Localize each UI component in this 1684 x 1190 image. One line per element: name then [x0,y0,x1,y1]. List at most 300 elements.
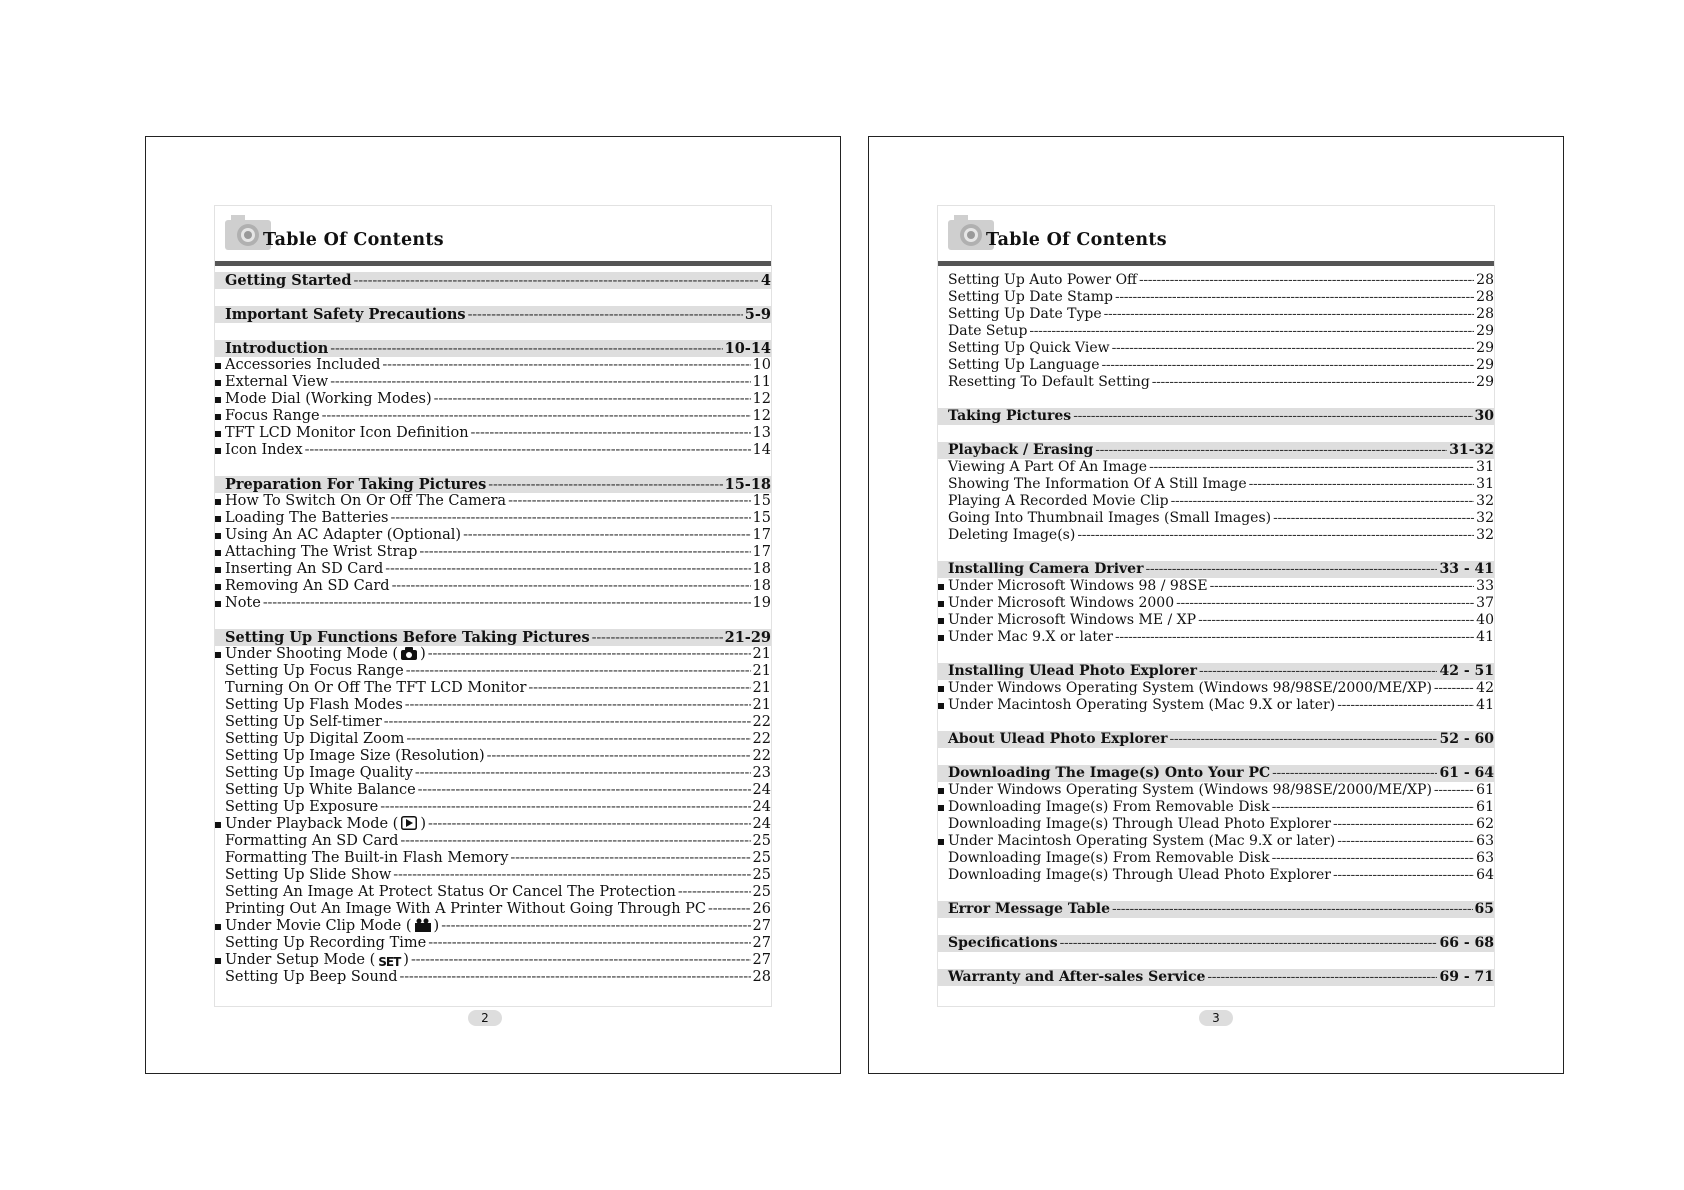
toc-panel-right [937,205,1495,1007]
toc-page-ref: 64 [1476,867,1494,883]
toc-page-ref: 21 [752,680,771,696]
toc-page-ref: 28 [1476,289,1494,305]
toc-page-ref: 32 [1476,510,1494,526]
leader-dots [1029,323,1474,340]
toc-entry-label: Loading The Batteries [225,510,389,526]
toc-entry-label: Date Setup [948,323,1028,339]
toc-section [215,272,771,289]
bullet-icon [215,397,221,403]
bullet-icon [215,958,221,964]
toc-entry-label: Setting Up Self-timer [225,714,382,730]
toc-header [215,206,771,266]
toc-entry [215,663,771,680]
toc-entry [938,867,1494,884]
leader-dots [1249,476,1475,493]
toc-page-ref: 18 [752,578,771,594]
bullet-icon [215,567,221,573]
toc-entry [215,561,771,578]
leader-dots [263,595,751,612]
page-title: Table Of Contents [263,230,444,250]
toc-page-ref: 29 [1476,323,1494,339]
toc-entry-label: Under Shooting Mode ( ) [225,646,426,665]
toc-entry [938,850,1494,867]
toc-entry [938,493,1494,510]
toc-page-ref: 66 - 68 [1439,935,1494,951]
toc-entry-label: External View [225,374,329,390]
leader-dots [1139,272,1474,289]
leader-dots [1170,731,1438,748]
bullet-icon [938,788,944,794]
toc-entry-label: Setting Up Slide Show [225,867,392,883]
toc-page-ref: 33 [1476,578,1494,594]
toc-page-ref: 22 [752,748,771,764]
toc-entry-label: Setting Up Flash Modes [225,697,403,713]
toc-page-ref: 17 [752,527,771,543]
toc-entry-label: Note [225,595,261,611]
toc-page-ref: 24 [752,799,771,815]
toc-page-ref: 42 - 51 [1439,663,1494,679]
toc-page-ref: 28 [1476,306,1494,322]
bullet-icon [215,516,221,522]
toc-page-ref: 18 [752,561,771,577]
bullet-icon [938,635,944,641]
leader-dots [1095,442,1447,459]
leader-dots [1273,510,1474,527]
toc-page-ref: 23 [752,765,771,781]
toc-entry-label: Showing The Information Of A Still Image [948,476,1247,492]
toc-page-ref: 29 [1476,374,1494,390]
bullet-icon [215,822,221,828]
leader-dots [1112,901,1473,918]
toc-entry-label: Under Windows Operating System (Windows 98/98SE/2000/ME/XP) [948,782,1432,798]
leader-dots [1272,850,1475,867]
leader-dots [406,731,750,748]
toc-page-ref: 21 [752,663,771,679]
toc-page-ref: 30 [1474,408,1494,424]
toc-header [938,206,1494,266]
toc-entry-label: Downloading Image(s) From Removable Disk [948,850,1270,866]
toc-panel-left [214,205,772,1007]
toc-page-ref: 19 [752,595,771,611]
toc-page-ref: 12 [752,391,771,407]
leader-dots [399,969,750,986]
toc-entry [938,595,1494,612]
toc-entry-label: Under Movie Clip Mode ( ) [225,918,439,937]
toc-entry-label: Mode Dial (Working Modes) [225,391,432,407]
leader-dots [1145,561,1437,578]
leader-dots [1115,289,1474,306]
toc-page-ref: 26 [752,901,771,917]
toc-page-ref: 69 - 71 [1439,969,1494,985]
toc-page-ref: 62 [1476,816,1494,832]
toc-page-ref: 61 - 64 [1439,765,1494,781]
leader-dots [428,935,750,952]
leader-dots [1333,867,1474,884]
leader-dots [1434,680,1474,697]
bullet-icon [938,601,944,607]
page-number: 3 [1199,1010,1233,1026]
toc-page-ref: 63 [1476,833,1494,849]
toc-entry [215,442,771,459]
leader-dots [400,833,750,850]
toc-section [938,765,1494,782]
leader-dots [330,340,722,358]
leader-dots [1333,816,1474,833]
toc-entry [215,748,771,765]
toc-entry-label: Setting Up Recording Time [225,935,427,951]
toc-entry-label: Getting Started [225,272,352,289]
toc-section [215,629,771,646]
toc-entry-label: Turning On Or Off The TFT LCD Monitor [225,680,527,696]
toc-entry-label: Playing A Recorded Movie Clip [948,493,1169,509]
toc-entry-label: Setting Up Quick View [948,340,1110,356]
toc-page-ref: 22 [752,714,771,730]
toc-page-ref: 24 [752,816,771,832]
toc-page-ref: 4 [760,272,771,289]
toc-section [938,969,1494,986]
toc-section [215,476,771,493]
leader-dots [405,697,751,714]
bullet-icon [215,431,221,437]
toc-section [938,663,1494,680]
toc-entry-label: Important Safety Precautions [225,306,466,323]
toc-entry-label: Accessories Included [225,357,381,373]
leader-dots [428,816,751,833]
toc-entry-label: Setting Up Image Size (Resolution) [225,748,485,764]
toc-page-ref: 25 [752,850,771,866]
toc-entry [215,714,771,731]
toc-entry-label: Specifications [948,935,1058,951]
toc-entry [215,646,771,663]
bullet-icon [938,703,944,709]
toc-page-ref: 11 [752,374,771,390]
toc-entry-label: Formatting An SD Card [225,833,399,849]
toc-entry-label: Attaching The Wrist Strap [225,544,418,560]
toc-entry-label: Viewing A Part Of An Image [948,459,1148,475]
leader-dots [1434,782,1474,799]
leader-dots [463,527,750,544]
toc-entry [215,901,771,918]
toc-entry [938,697,1494,714]
toc-entry [215,391,771,408]
bullet-icon [938,839,944,845]
toc-entry-label: Setting Up Date Stamp [948,289,1113,305]
toc-entry-label: Formatting The Built-in Flash Memory [225,850,509,866]
toc-entry-label: Under Playback Mode ( ) [225,816,426,835]
toc-page-ref: 24 [752,782,771,798]
toc-page-ref: 28 [752,969,771,985]
toc-entry-label: Downloading Image(s) Through Ulead Photo Explorer [948,816,1331,832]
setup-icon: SET [378,955,401,969]
leader-dots [1210,578,1475,595]
bullet-icon [938,686,944,692]
bullet-icon [215,533,221,539]
leader-dots [487,748,751,765]
toc-page-ref: 29 [1476,340,1494,356]
leader-dots [1112,340,1475,357]
toc-page-ref: 42 [1476,680,1494,696]
toc-section [938,935,1494,952]
toc-page-ref: 15 [752,493,771,509]
toc-entry [215,595,771,612]
leader-dots [382,357,750,374]
leader-dots [322,408,751,425]
toc-entry [215,816,771,833]
toc-page-ref: 22 [752,731,771,747]
leader-dots [441,918,750,935]
leader-dots [468,306,743,324]
toc-page-ref: 41 [1476,629,1494,645]
toc-entry [215,578,771,595]
toc-entry [938,289,1494,306]
toc-section [938,901,1494,918]
toc-entry-label: Resetting To Default Setting [948,374,1150,390]
bullet-icon [215,584,221,590]
toc-page-ref: 21 [752,646,771,662]
bullet-icon [215,414,221,420]
leader-dots [418,782,751,799]
toc-page-ref: 61 [1476,782,1494,798]
toc-page-ref: 27 [752,918,771,934]
toc-entry [215,408,771,425]
leader-dots [508,493,750,510]
toc-page-ref: 15 [752,510,771,526]
toc-entry [938,306,1494,323]
leader-dots [678,884,751,901]
toc-entry-label: Setting Up Date Type [948,306,1102,322]
bullet-icon [215,601,221,607]
toc-page-ref: 29 [1476,357,1494,373]
leader-dots [392,578,751,595]
leader-dots [1077,527,1474,544]
toc-page-ref: 31 [1476,476,1494,492]
toc-page-ref: 25 [752,833,771,849]
toc-page-ref: 28 [1476,272,1494,288]
leader-dots [384,714,751,731]
toc-page-ref: 10-14 [724,340,771,357]
leader-dots [1101,357,1474,374]
leader-dots [1198,612,1474,629]
toc-entry [938,374,1494,391]
toc-list-right [938,266,1494,986]
toc-page-ref: 5-9 [744,306,771,323]
toc-entry [215,918,771,935]
toc-entry [938,357,1494,374]
bullet-icon [215,380,221,386]
leader-dots [1060,935,1438,952]
toc-entry-label: Setting Up Exposure [225,799,379,815]
toc-entry-label: Setting Up Language [948,357,1100,373]
toc-section [938,442,1494,459]
toc-page-ref: 27 [752,935,771,951]
leader-dots [1149,459,1474,476]
toc-entry-label: Deleting Image(s) [948,527,1076,543]
toc-page-ref: 31 [1476,459,1494,475]
leader-dots [471,425,751,442]
toc-entry [938,323,1494,340]
toc-entry [215,884,771,901]
toc-entry-label: Playback / Erasing [948,442,1094,458]
page-left [145,136,841,1074]
toc-page-ref: 13 [752,425,771,441]
toc-page-ref: 33 - 41 [1439,561,1494,577]
toc-page-ref: 21-29 [724,629,771,646]
toc-section [215,340,771,357]
toc-entry-label: About Ulead Photo Explorer [948,731,1168,747]
toc-page-ref: 27 [752,952,771,968]
toc-entry-label: TFT LCD Monitor Icon Definition [225,425,469,441]
bullet-icon [215,363,221,369]
toc-entry [938,459,1494,476]
toc-entry-label: Installing Ulead Photo Explorer [948,663,1197,679]
toc-entry [215,850,771,867]
toc-entry [938,629,1494,646]
toc-page-ref: 21 [752,697,771,713]
leader-dots [380,799,750,816]
toc-section [938,408,1494,425]
leader-dots [428,646,751,663]
bullet-icon [938,805,944,811]
leader-dots [1207,969,1437,986]
toc-entry [215,833,771,850]
toc-entry [938,782,1494,799]
toc-entry [938,578,1494,595]
toc-entry [938,816,1494,833]
toc-entry-label: Inserting An SD Card [225,561,384,577]
toc-entry-label: Under Mac 9.X or later [948,629,1113,645]
leader-dots [1272,799,1475,816]
toc-page-ref: 41 [1476,697,1494,713]
toc-entry [215,510,771,527]
page-number: 2 [468,1010,502,1026]
toc-entry [215,969,771,986]
toc-entry-label: Setting Up Auto Power Off [948,272,1137,288]
leader-dots [415,765,751,782]
toc-entry [215,374,771,391]
bullet-icon [215,652,221,658]
toc-entry-label: Setting Up Functions Before Taking Pictures [225,629,590,646]
toc-entry-label: Introduction [225,340,329,357]
toc-entry-label: Setting Up Image Quality [225,765,413,781]
leader-dots [1272,765,1437,782]
toc-page-ref: 25 [752,884,771,900]
toc-page-ref: 14 [752,442,771,458]
leader-dots [1115,629,1474,646]
toc-entry-label: How To Switch On Or Off The Camera [225,493,507,509]
toc-entry-label: Using An AC Adapter (Optional) [225,527,462,543]
leader-dots [1337,697,1474,714]
toc-entry-label: Under Windows Operating System (Windows 98/98SE/2000/ME/XP) [948,680,1432,696]
bullet-icon [215,448,221,454]
leader-dots [1073,408,1472,425]
leader-dots [390,510,750,527]
leader-dots [1199,663,1438,680]
toc-entry [215,765,771,782]
toc-page-ref: 61 [1476,799,1494,815]
toc-entry [938,510,1494,527]
bullet-icon [215,550,221,556]
toc-entry-label: Removing An SD Card [225,578,390,594]
toc-entry-label: Printing Out An Image With A Printer Without Going Through PC [225,901,707,917]
toc-entry [938,527,1494,544]
toc-entry-label: Setting An Image At Protect Status Or Cancel The Protection [225,884,676,900]
leader-dots [434,391,751,408]
toc-entry-label: Downloading The Image(s) Onto Your PC [948,765,1271,781]
toc-entry [215,935,771,952]
toc-entry-label: Downloading Image(s) From Removable Disk [948,799,1270,815]
leader-dots [411,952,751,969]
toc-entry-label: Icon Index [225,442,303,458]
toc-list-left [215,266,771,986]
toc-entry [215,799,771,816]
toc-page-ref: 10 [752,357,771,373]
toc-entry [938,680,1494,697]
toc-page-ref: 40 [1476,612,1494,628]
toc-entry [938,612,1494,629]
page-title: Table Of Contents [986,230,1167,250]
toc-entry [215,782,771,799]
page-right [868,136,1564,1074]
toc-entry-label: Setting Up Focus Range [225,663,404,679]
bullet-icon [215,499,221,505]
leader-dots [406,663,751,680]
toc-entry-label: Focus Range [225,408,320,424]
leader-dots [1152,374,1474,391]
toc-entry-label: Installing Camera Driver [948,561,1144,577]
toc-entry-label: Under Microsoft Windows 2000 [948,595,1175,611]
toc-entry-label: Downloading Image(s) Through Ulead Photo Explorer [948,867,1331,883]
toc-entry [938,272,1494,289]
toc-section [938,561,1494,578]
toc-entry-label: Error Message Table [948,901,1110,917]
toc-entry-label: Setting Up Beep Sound [225,969,398,985]
toc-entry [215,697,771,714]
toc-entry-label: Going Into Thumbnail Images (Small Images) [948,510,1272,526]
toc-entry-label: Setting Up Digital Zoom [225,731,405,747]
bullet-icon [938,584,944,590]
toc-page-ref: 65 [1474,901,1494,917]
toc-entry-label: Under Macintosh Operating System (Mac 9.X or later) [948,833,1336,849]
leader-dots [510,850,750,867]
toc-entry [938,799,1494,816]
leader-dots [385,561,750,578]
bullet-icon [938,618,944,624]
bullet-icon [215,924,221,930]
leader-dots [528,680,750,697]
toc-page-ref: 32 [1476,493,1494,509]
toc-page-ref: 31-32 [1449,442,1494,458]
leader-dots [488,476,722,494]
toc-page-ref: 37 [1476,595,1494,611]
toc-entry [215,544,771,561]
toc-entry [215,527,771,544]
toc-entry [215,357,771,374]
toc-entry [215,680,771,697]
leader-dots [419,544,750,561]
toc-page-ref: 25 [752,867,771,883]
leader-dots [1176,595,1474,612]
leader-dots [1171,493,1475,510]
leader-dots [354,272,759,290]
toc-entry-label: Taking Pictures [948,408,1072,424]
leader-dots [305,442,751,459]
toc-entry-label: Under Macintosh Operating System (Mac 9.X or later) [948,697,1336,713]
toc-entry [938,476,1494,493]
toc-entry [215,731,771,748]
leader-dots [1337,833,1474,850]
toc-entry [938,340,1494,357]
leader-dots [592,629,723,647]
